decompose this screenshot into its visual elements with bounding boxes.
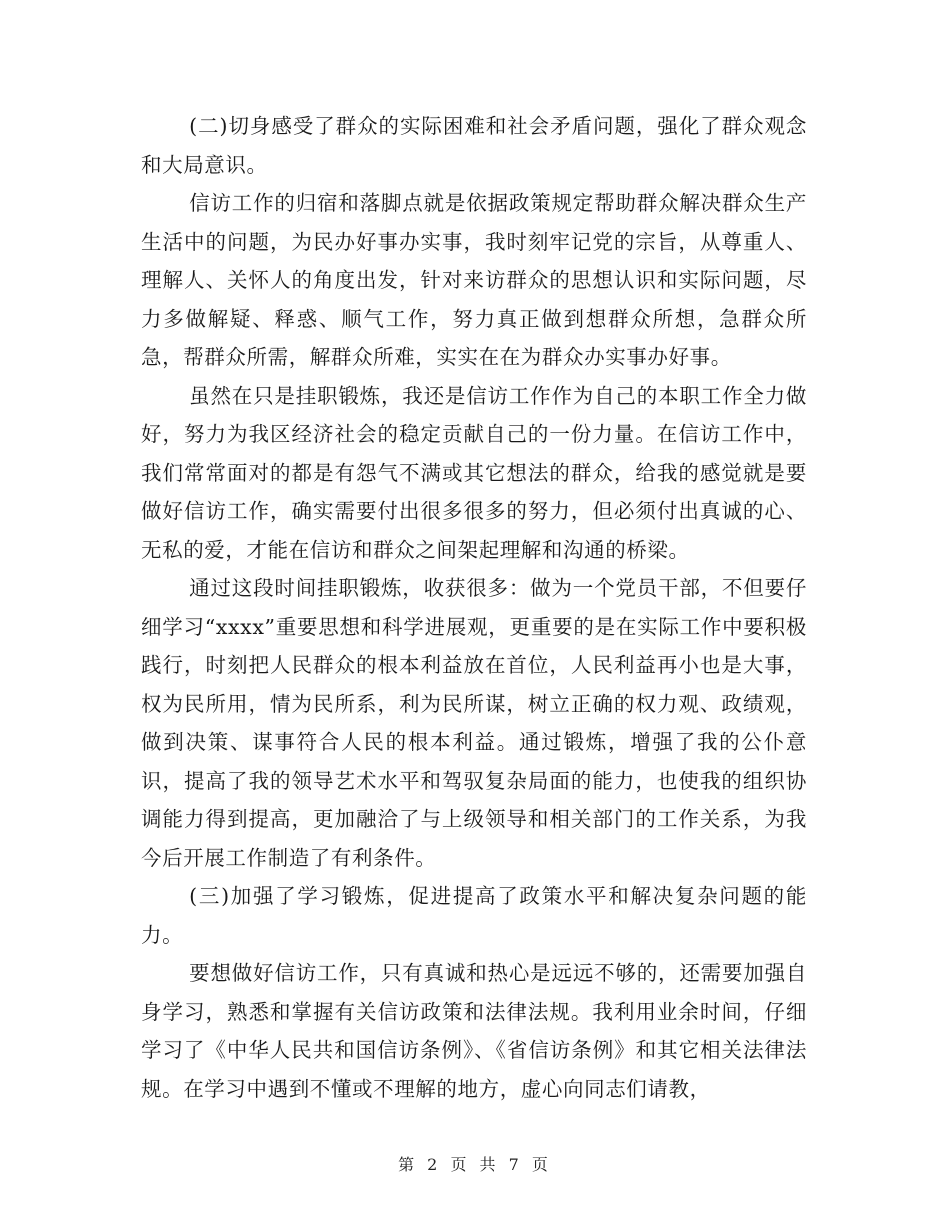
body-paragraph: 通过这段时间挂职锻炼，收获很多：做为一个党员干部，不但要仔细学习“xxxx”重要思想和科学进展观，更重要的是在实际工作中要积极践行，时刻把人民群众的根本利益放在首位，人民利益再小也是大事，权为民所用，情为民所系，利为民所谋，树立正确的权力观、政绩观，做到决策、谋事符合人民的根本利益。通过锻炼，增强了我的公仆意识，提高了我的领导艺术水平和驾驭复杂局面的能力，也使我的组织协调能力得到提高，更加融洽了与上级领导和相关部门的工作关系，为我今后开展工作制造了有利条件。 [141,576,807,870]
body-paragraph: 信访工作的归宿和落脚点就是依据政策规定帮助群众解决群众生产生活中的问题，为民办好事办实事，我时刻牢记党的宗旨，从尊重人、理解人、关怀人的角度出发，针对来访群众的思想认识和实际问题，尽力多做解疑、释惑、顺气工作，努力真正做到想群众所想，急群众所急，帮群众所需，解群众所难，实实在在为群众办实事办好事。 [141,191,807,369]
document-body [141,107,807,1108]
section-heading-3: (三)加强了学习锻炼，促进提高了政策水平和解决复杂问题的能力。 [141,884,807,947]
section-heading-2: (二)切身感受了群众的实际困难和社会矛盾问题，强化了群众观念和大局意识。 [141,114,807,177]
body-paragraph: 要想做好信访工作，只有真诚和热心是远远不够的，还需要加强自身学习，熟悉和掌握有关信访政策和法律法规。我利用业余时间，仔细学习了《中华人民共和国信访条例》、《省信访条例》和其它相关法律法规。在学习中遇到不懂或不理解的地方，虚心向同志们请教， [141,961,807,1101]
body-paragraph: 虽然在只是挂职锻炼，我还是信访工作作为自己的本职工作全力做好，努力为我区经济社会的稳定贡献自己的一份力量。在信访工作中，我们常常面对的都是有怨气不满或其它想法的群众，给我的感觉就是要做好信访工作，确实需要付出很多很多的努力，但必须付出真诚的心、无私的爱，才能在信访和群众之间架起理解和沟通的桥梁。 [141,383,807,562]
page-footer: 第 2 页 共 7 页 [398,1155,552,1174]
